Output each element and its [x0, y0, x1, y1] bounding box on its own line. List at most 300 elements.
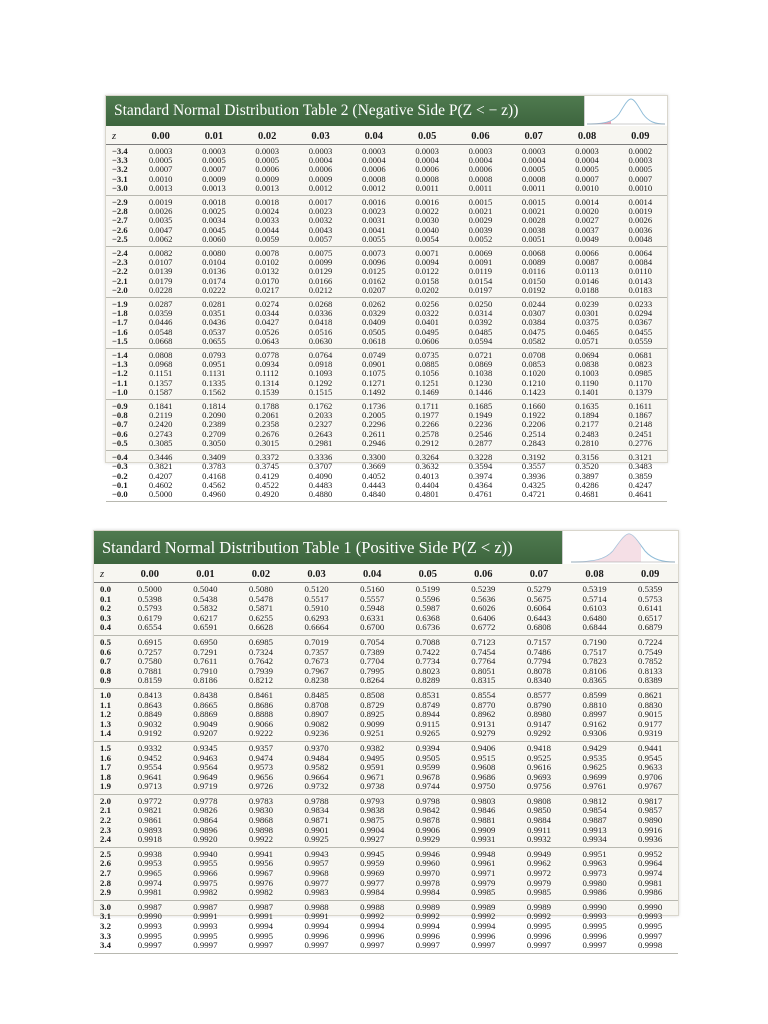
probability-cell: 0.0336 — [308, 308, 333, 319]
probability-cell: 0.9946 — [415, 848, 440, 859]
probability-cell: 0.7794 — [526, 656, 552, 667]
normal-curve-pos-icon — [562, 531, 678, 564]
z-value: 1.9 — [100, 781, 111, 792]
probability-cell: 0.9986 — [582, 887, 607, 898]
probability-cell: 0.0003 — [415, 146, 439, 156]
probability-cell: 0.0287 — [148, 299, 173, 310]
probability-cell: 0.0427 — [255, 317, 280, 328]
probability-cell: 0.0012 — [362, 182, 386, 193]
probability-cell: 0.9854 — [582, 805, 607, 816]
probability-cell: 0.9996 — [582, 930, 607, 941]
probability-cell: 0.0116 — [522, 266, 546, 277]
z-value: −1.7 — [112, 317, 128, 328]
column-header: 0.01 — [196, 568, 215, 580]
probability-cell: 0.0039 — [468, 224, 493, 235]
probability-cell: 0.9864 — [193, 815, 218, 826]
probability-cell: 0.0154 — [468, 275, 493, 286]
z-value: −3.2 — [112, 164, 128, 175]
probability-cell: 0.9664 — [304, 771, 329, 782]
probability-cell: 0.9977 — [304, 877, 329, 888]
probability-cell: 0.0594 — [468, 335, 493, 346]
probability-cell: 0.5000 — [148, 488, 173, 499]
probability-cell: 0.9987 — [193, 901, 218, 912]
probability-cell: 0.9495 — [360, 752, 385, 763]
probability-cell: 0.0016 — [415, 197, 439, 208]
probability-cell: 0.8554 — [471, 689, 496, 700]
probability-cell: 0.4364 — [468, 479, 493, 490]
table-row — [106, 388, 667, 397]
probability-cell: 0.4404 — [415, 479, 439, 490]
probability-cell: 0.0051 — [521, 233, 546, 244]
probability-cell: 0.0618 — [362, 335, 386, 346]
probability-cell: 0.9943 — [304, 848, 329, 859]
z-value: 1.7 — [100, 762, 111, 773]
probability-cell: 0.0055 — [362, 233, 386, 244]
probability-cell: 0.9988 — [360, 901, 385, 912]
probability-cell: 0.9948 — [471, 848, 496, 859]
probability-cell: 0.0475 — [521, 326, 546, 337]
probability-cell: 0.9699 — [582, 771, 607, 782]
probability-cell: 0.7324 — [248, 646, 274, 657]
probability-cell: 0.0044 — [255, 224, 280, 235]
probability-cell: 0.2266 — [415, 419, 439, 430]
probability-cell: 0.0005 — [202, 155, 226, 166]
negative-z-table — [105, 95, 668, 499]
probability-cell: 0.9207 — [193, 728, 218, 739]
probability-cell: 0.0359 — [148, 308, 173, 319]
probability-cell: 0.1357 — [148, 377, 173, 388]
probability-cell: 0.3936 — [521, 470, 546, 481]
probability-cell: 0.0107 — [148, 257, 173, 268]
probability-cell: 0.9582 — [304, 762, 329, 773]
probability-cell: 0.1711 — [415, 401, 439, 412]
probability-cell: 0.9898 — [248, 824, 274, 835]
probability-cell: 0.0005 — [521, 164, 546, 175]
probability-cell: 0.0250 — [468, 299, 493, 310]
probability-cell: 0.8686 — [248, 699, 274, 710]
z-value: 1.3 — [100, 718, 111, 729]
probability-cell: 0.9993 — [638, 911, 663, 922]
probability-cell: 0.9997 — [360, 940, 385, 951]
probability-cell: 0.9975 — [193, 877, 218, 888]
probability-cell: 0.0197 — [468, 284, 493, 295]
probability-cell: 0.9608 — [471, 762, 496, 773]
probability-cell: 0.0018 — [202, 197, 226, 208]
probability-cell: 0.1038 — [468, 368, 493, 379]
probability-cell: 0.1131 — [202, 368, 226, 379]
probability-cell: 0.9545 — [638, 752, 663, 763]
probability-cell: 0.6293 — [304, 612, 329, 623]
probability-cell: 0.9884 — [526, 815, 552, 826]
table-row — [94, 888, 678, 898]
probability-cell: 0.0009 — [308, 173, 333, 184]
probability-cell: 0.1401 — [575, 386, 599, 397]
probability-cell: 0.9967 — [248, 868, 274, 879]
probability-cell: 0.6255 — [248, 612, 274, 623]
probability-cell: 0.8264 — [360, 675, 385, 686]
probability-cell: 0.0294 — [628, 308, 653, 319]
probability-cell: 0.3557 — [521, 461, 546, 472]
probability-cell: 0.1685 — [468, 401, 493, 412]
probability-cell: 0.0188 — [575, 284, 599, 295]
probability-cell: 0.9984 — [415, 887, 440, 898]
probability-cell: 0.7517 — [582, 646, 607, 657]
probability-cell: 0.6985 — [248, 636, 274, 647]
probability-cell: 0.4207 — [148, 470, 173, 481]
probability-cell: 0.4721 — [521, 488, 546, 499]
probability-cell: 0.0011 — [522, 182, 546, 193]
probability-cell: 0.9986 — [638, 887, 663, 898]
probability-cell: 0.9251 — [360, 728, 385, 739]
probability-cell: 0.9693 — [526, 771, 552, 782]
z-value: −2.7 — [112, 215, 128, 226]
probability-cell: 0.0548 — [148, 326, 173, 337]
probability-cell: 0.0119 — [468, 266, 493, 277]
z-value: 2.9 — [100, 887, 111, 898]
row-group — [106, 145, 667, 196]
probability-cell: 0.9916 — [638, 824, 663, 835]
probability-cell: 0.0029 — [468, 215, 493, 226]
probability-cell: 0.0014 — [628, 197, 653, 208]
probability-cell: 0.9032 — [137, 718, 162, 729]
probability-cell: 0.0068 — [521, 248, 546, 259]
probability-cell: 0.0655 — [202, 335, 226, 346]
probability-cell: 0.9821 — [137, 805, 162, 816]
probability-cell: 0.4681 — [575, 488, 599, 499]
probability-cell: 0.5987 — [415, 603, 440, 614]
probability-cell: 0.0059 — [255, 233, 280, 244]
z-value: 2.8 — [100, 877, 111, 888]
probability-cell: 0.6772 — [471, 622, 496, 633]
probability-cell: 0.8289 — [415, 675, 440, 686]
z-value: 0.3 — [100, 612, 111, 623]
probability-cell: 0.0023 — [308, 206, 333, 217]
probability-cell: 0.0007 — [148, 164, 173, 175]
z-value: −2.5 — [112, 233, 128, 244]
probability-cell: 0.9778 — [193, 795, 218, 806]
probability-cell: 0.9846 — [471, 805, 496, 816]
probability-cell: 0.5239 — [471, 584, 496, 594]
probability-cell: 0.3783 — [202, 461, 226, 472]
probability-cell: 0.8621 — [638, 689, 663, 700]
probability-cell: 0.9965 — [137, 868, 162, 879]
probability-cell: 0.9857 — [638, 805, 663, 816]
probability-cell: 0.7734 — [415, 656, 440, 667]
probability-cell: 0.3859 — [628, 470, 653, 481]
probability-cell: 0.0526 — [255, 326, 280, 337]
column-header: 0.02 — [251, 568, 271, 580]
probability-cell: 0.8643 — [137, 699, 162, 710]
column-header: 0.07 — [524, 130, 543, 142]
probability-cell: 0.0132 — [255, 266, 280, 277]
probability-cell: 0.8106 — [582, 665, 607, 676]
probability-cell: 0.5910 — [304, 603, 329, 614]
probability-cell: 0.9925 — [304, 834, 329, 845]
probability-cell: 0.4602 — [148, 479, 173, 490]
probability-cell: 0.7995 — [360, 665, 385, 676]
probability-cell: 0.5040 — [193, 584, 218, 594]
probability-cell: 0.8925 — [360, 709, 385, 720]
z-value: −2.2 — [112, 266, 128, 277]
probability-cell: 0.9732 — [304, 781, 329, 792]
probability-cell: 0.5832 — [193, 603, 218, 614]
probability-cell: 0.3745 — [255, 461, 280, 472]
probability-cell: 0.4325 — [521, 479, 546, 490]
probability-cell: 0.8186 — [193, 675, 218, 686]
probability-cell: 0.5080 — [248, 584, 274, 594]
probability-cell: 0.1762 — [308, 401, 333, 412]
row-group — [106, 298, 667, 349]
probability-cell: 0.0192 — [521, 284, 546, 295]
probability-cell: 0.3050 — [202, 437, 226, 448]
probability-cell: 0.8238 — [304, 675, 329, 686]
probability-cell: 0.0084 — [628, 257, 653, 268]
z-value: −1.3 — [112, 359, 128, 370]
column-header: 0.06 — [474, 568, 493, 580]
column-header: 0.09 — [631, 130, 650, 142]
probability-cell: 0.3707 — [308, 461, 333, 472]
probability-cell: 0.0384 — [521, 317, 546, 328]
probability-cell: 0.9997 — [415, 940, 440, 951]
table-grid — [94, 566, 678, 954]
probability-cell: 0.0409 — [362, 317, 386, 328]
probability-cell: 0.3594 — [468, 461, 493, 472]
probability-cell: 0.0901 — [362, 359, 386, 370]
probability-cell: 0.9982 — [193, 887, 218, 898]
probability-cell: 0.9997 — [248, 940, 274, 951]
probability-cell: 0.7357 — [304, 646, 329, 657]
probability-cell: 0.9798 — [415, 795, 440, 806]
probability-cell: 0.6591 — [193, 622, 218, 633]
probability-cell: 0.0018 — [255, 197, 280, 208]
probability-cell: 0.5398 — [137, 593, 162, 604]
column-header: 0.04 — [362, 568, 382, 580]
probability-cell: 0.0002 — [628, 146, 653, 156]
probability-cell: 0.1292 — [308, 377, 333, 388]
z-value: −0.3 — [112, 461, 128, 472]
probability-cell: 0.4641 — [628, 488, 653, 499]
probability-cell: 0.0150 — [521, 275, 546, 286]
probability-cell: 0.9049 — [193, 718, 218, 729]
probability-cell: 0.6103 — [582, 603, 607, 614]
probability-cell: 0.7611 — [193, 656, 218, 667]
probability-cell: 0.5596 — [415, 593, 440, 604]
probability-cell: 0.0094 — [415, 257, 439, 268]
probability-cell: 0.9834 — [304, 805, 329, 816]
z-value: 1.4 — [100, 728, 111, 739]
probability-cell: 0.5793 — [137, 603, 162, 614]
row-group — [94, 795, 678, 848]
z-value: −3.1 — [112, 173, 128, 184]
probability-cell: 0.1660 — [521, 401, 546, 412]
probability-cell: 0.9319 — [638, 728, 663, 739]
z-value: 2.3 — [100, 824, 111, 835]
z-value: 3.4 — [100, 940, 111, 951]
probability-cell: 0.4129 — [255, 470, 280, 481]
probability-cell: 0.0007 — [202, 164, 226, 175]
probability-cell: 0.9991 — [193, 911, 218, 922]
probability-cell: 0.0735 — [415, 350, 439, 361]
probability-cell: 0.9222 — [248, 728, 274, 739]
probability-cell: 0.9726 — [248, 781, 274, 792]
probability-cell: 0.0102 — [255, 257, 280, 268]
probability-cell: 0.1814 — [202, 401, 226, 412]
z-value: −0.0 — [112, 488, 128, 499]
probability-cell: 0.2206 — [521, 419, 546, 430]
probability-cell: 0.1230 — [468, 377, 493, 388]
probability-cell: 0.9996 — [415, 930, 440, 941]
z-value: −2.8 — [112, 206, 128, 217]
probability-cell: 0.9994 — [360, 921, 385, 931]
probability-cell: 0.3228 — [468, 452, 493, 463]
table-row — [106, 235, 667, 244]
probability-cell: 0.9066 — [248, 718, 274, 729]
probability-cell: 0.2177 — [575, 419, 599, 430]
column-header: 0.08 — [577, 130, 597, 142]
probability-cell: 0.2877 — [468, 437, 493, 448]
row-group — [106, 400, 667, 451]
probability-cell: 0.3372 — [255, 452, 280, 463]
probability-cell: 0.7422 — [415, 646, 440, 657]
probability-cell: 0.3520 — [575, 461, 599, 472]
probability-cell: 0.9788 — [304, 795, 329, 806]
probability-cell: 0.0244 — [521, 299, 546, 310]
z-value: 2.4 — [100, 834, 111, 845]
probability-cell: 0.9345 — [193, 742, 218, 753]
probability-cell: 0.9893 — [137, 824, 162, 835]
probability-cell: 0.0559 — [628, 335, 653, 346]
probability-cell: 0.0031 — [362, 215, 386, 226]
probability-cell: 0.0005 — [148, 155, 173, 166]
probability-cell: 0.8212 — [248, 675, 274, 686]
probability-cell: 0.0918 — [308, 359, 333, 370]
probability-cell: 0.7291 — [193, 646, 218, 657]
z-value: −2.1 — [112, 275, 128, 286]
probability-cell: 0.9382 — [360, 742, 385, 753]
probability-cell: 0.9940 — [193, 848, 218, 859]
z-value: −3.4 — [112, 146, 128, 156]
probability-cell: 0.9974 — [638, 868, 663, 879]
probability-cell: 0.0003 — [521, 146, 546, 156]
probability-cell: 0.8980 — [526, 709, 552, 720]
probability-cell: 0.0017 — [308, 197, 333, 208]
probability-cell: 0.0136 — [202, 266, 226, 277]
probability-cell: 0.3409 — [202, 452, 226, 463]
probability-cell: 0.0003 — [628, 155, 653, 166]
probability-cell: 0.0233 — [628, 299, 653, 310]
probability-cell: 0.0125 — [362, 266, 386, 277]
z-value: −1.6 — [112, 326, 128, 337]
probability-cell: 0.0838 — [575, 359, 599, 370]
probability-cell: 0.0011 — [468, 182, 493, 193]
probability-cell: 0.7054 — [360, 636, 385, 647]
probability-cell: 0.0064 — [628, 248, 653, 259]
probability-cell: 0.5199 — [415, 584, 440, 594]
probability-cell: 0.7881 — [137, 665, 162, 676]
probability-cell: 0.9370 — [304, 742, 329, 753]
probability-cell: 0.9997 — [638, 930, 663, 941]
probability-cell: 0.9887 — [582, 815, 607, 826]
probability-cell: 0.8770 — [471, 699, 496, 710]
probability-cell: 0.1841 — [148, 401, 173, 412]
probability-cell: 0.9936 — [638, 834, 663, 845]
probability-cell: 0.9793 — [360, 795, 385, 806]
probability-cell: 0.0021 — [521, 206, 546, 217]
z-value: 0.2 — [100, 603, 111, 614]
probability-cell: 0.1020 — [521, 368, 546, 379]
table-row — [106, 184, 667, 193]
probability-cell: 0.9292 — [526, 728, 552, 739]
row-group — [94, 689, 678, 742]
probability-cell: 0.1949 — [468, 410, 493, 421]
probability-cell: 0.1271 — [362, 377, 386, 388]
probability-cell: 0.0808 — [148, 350, 173, 361]
probability-cell: 0.4840 — [362, 488, 386, 499]
probability-cell: 0.2033 — [308, 410, 333, 421]
probability-cell: 0.0207 — [362, 284, 386, 295]
probability-cell: 0.0049 — [575, 233, 599, 244]
probability-cell: 0.0139 — [148, 266, 173, 277]
probability-cell: 0.0075 — [308, 248, 333, 259]
probability-cell: 0.4960 — [202, 488, 226, 499]
probability-cell: 0.9599 — [415, 762, 440, 773]
probability-cell: 0.5438 — [193, 593, 218, 604]
probability-cell: 0.0694 — [575, 350, 599, 361]
probability-cell: 0.1562 — [202, 386, 226, 397]
probability-cell: 0.0516 — [308, 326, 333, 337]
probability-cell: 0.9956 — [248, 858, 274, 869]
probability-cell: 0.0004 — [308, 155, 333, 166]
probability-cell: 0.9671 — [360, 771, 385, 782]
probability-cell: 0.9474 — [248, 752, 274, 763]
probability-cell: 0.0048 — [628, 233, 653, 244]
probability-cell: 0.0043 — [308, 224, 333, 235]
probability-cell: 0.1469 — [415, 386, 439, 397]
probability-cell: 0.0681 — [628, 350, 653, 361]
probability-cell: 0.0170 — [255, 275, 280, 286]
probability-cell: 0.8810 — [582, 699, 607, 710]
probability-cell: 0.0122 — [415, 266, 439, 277]
probability-cell: 0.2546 — [468, 428, 493, 439]
probability-cell: 0.9906 — [415, 824, 440, 835]
probability-cell: 0.8907 — [304, 709, 329, 720]
probability-cell: 0.0104 — [202, 257, 226, 268]
probability-cell: 0.2514 — [521, 428, 546, 439]
column-header: 0.05 — [417, 130, 437, 142]
probability-cell: 0.2358 — [255, 419, 280, 430]
probability-cell: 0.9812 — [582, 795, 607, 806]
probability-cell: 0.9920 — [193, 834, 218, 845]
row-group — [106, 349, 667, 400]
probability-cell: 0.0082 — [148, 248, 173, 259]
probability-cell: 0.0047 — [148, 224, 173, 235]
probability-cell: 0.2611 — [362, 428, 386, 439]
table-row — [94, 941, 678, 951]
probability-cell: 0.9951 — [582, 848, 607, 859]
probability-cell: 0.6736 — [415, 622, 440, 633]
probability-cell: 0.9990 — [638, 901, 663, 912]
probability-cell: 0.9192 — [137, 728, 162, 739]
probability-cell: 0.0010 — [628, 182, 653, 193]
probability-cell: 0.9997 — [582, 940, 607, 951]
probability-cell: 0.0764 — [308, 350, 333, 361]
probability-cell: 0.0013 — [148, 182, 173, 193]
probability-cell: 0.9783 — [248, 795, 274, 806]
probability-cell: 0.0004 — [362, 155, 386, 166]
probability-cell: 0.5478 — [248, 593, 274, 604]
probability-cell: 0.2005 — [362, 410, 386, 421]
probability-cell: 0.0057 — [308, 233, 333, 244]
